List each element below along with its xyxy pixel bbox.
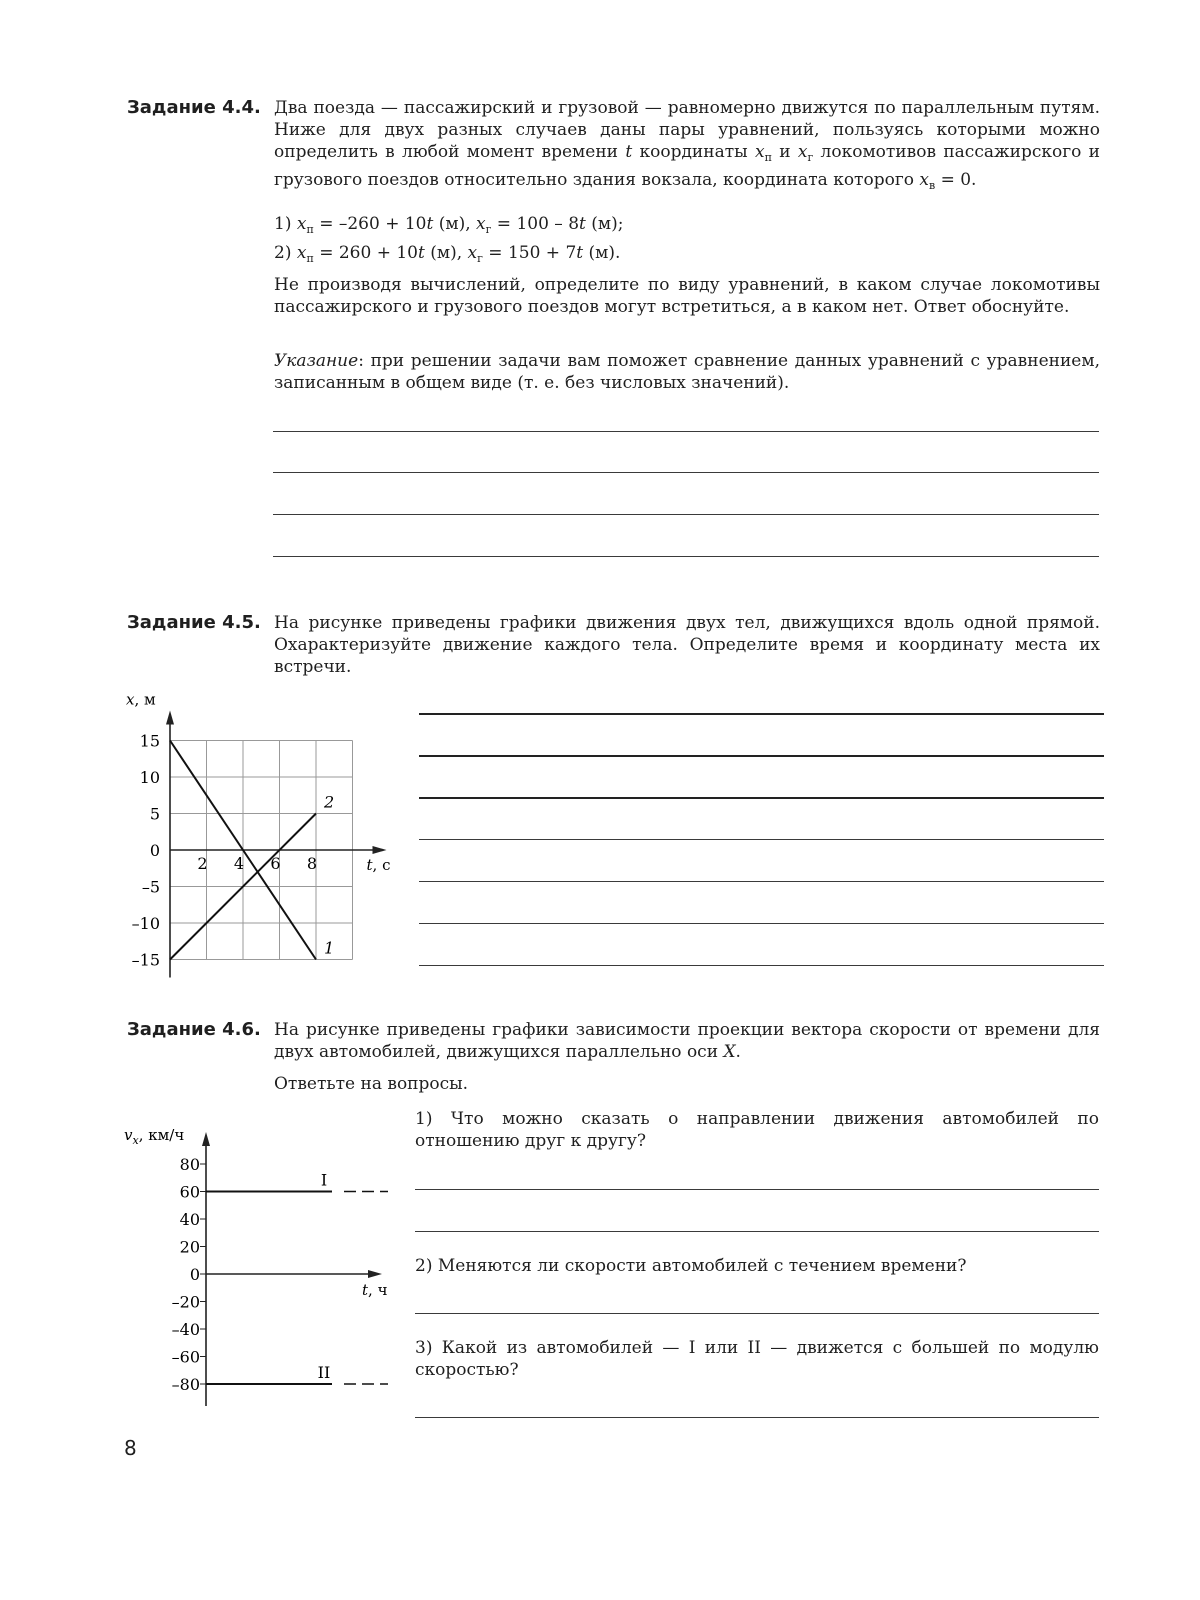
var-t: t <box>576 243 584 263</box>
y-tick-label: 40 <box>179 1210 200 1229</box>
chart-position-vs-time <box>110 685 410 985</box>
y-tick-label: –40 <box>171 1320 200 1339</box>
eq-num: 2) <box>274 243 297 263</box>
var-x: x <box>754 142 765 162</box>
sub-p: п <box>764 151 772 164</box>
y-tick-label: 15 <box>139 731 160 751</box>
page-number: 8 <box>124 1436 137 1460</box>
task-4-4-intro <box>274 97 1100 197</box>
x-tick-label: 4 <box>233 854 245 873</box>
task-4-4-label: Задание 4.4. <box>127 97 261 118</box>
y-tick-label: 0 <box>149 841 160 860</box>
answer-line[interactable] <box>419 797 1104 799</box>
y-tick-label: 5 <box>149 804 160 824</box>
var-t: t <box>625 142 633 162</box>
sub-g: г <box>477 252 483 265</box>
sub-g: г <box>485 223 492 236</box>
y-tick-label: 0 <box>189 1265 200 1284</box>
task-4-5-text: На рисунке приведены графики движения двух тел, движущихся вдоль одной прямой. Охарактеризуйте движение каждого тела. Определите время и координату места их встречи. <box>274 613 1100 677</box>
eq-num: 1) <box>274 214 297 234</box>
y-tick-label: –60 <box>171 1347 200 1367</box>
x-tick-label: 2 <box>197 854 208 873</box>
x-axis-arrow <box>368 1270 382 1278</box>
answer-line[interactable] <box>415 1189 1099 1190</box>
var-t: t <box>579 214 586 234</box>
var-x: x <box>296 214 307 234</box>
var-x: x <box>296 243 307 263</box>
eq-part: = 260 + 10 <box>313 243 418 263</box>
task-4-4-question: Не производя вычислений, определите по виду уравнений, в каком случае локомотивы пассажирского и грузового поездов могут встретиться, а в каком нет. Ответ обоснуйте. <box>274 275 1100 317</box>
var-x: x <box>919 170 929 190</box>
eq-part: (м). <box>583 243 621 263</box>
intro-part: локомотивов пассажирского и грузового поездов относительно здания вокзала, координата которого <box>274 142 1100 190</box>
task-4-5-label: Задание 4.5. <box>127 612 261 633</box>
sub-p: п <box>306 252 314 265</box>
var-t: t <box>426 214 434 234</box>
answer-line[interactable] <box>419 839 1104 840</box>
x-tick-label: 6 <box>270 854 281 873</box>
question-2: 2) Меняются ли скорости автомобилей с течением времени? <box>415 1256 967 1276</box>
answer-line[interactable] <box>419 881 1104 882</box>
answer-line[interactable] <box>273 431 1099 432</box>
intro-part: = 0. <box>935 170 977 190</box>
eq-part: = 100 – 8 <box>491 214 580 234</box>
chart-velocity-vs-time <box>110 1115 410 1415</box>
answer-line[interactable] <box>419 923 1104 924</box>
var-x: x <box>476 214 486 234</box>
answer-prompt: Ответьте на вопросы. <box>274 1074 469 1094</box>
y-axis-title: x, м <box>126 690 156 709</box>
equation-2 <box>274 242 1100 270</box>
eq-part: = 150 + 7 <box>482 243 577 263</box>
intro-part: координаты <box>632 142 755 162</box>
y-tick-label: 10 <box>139 768 160 787</box>
question-3: 3) Какой из автомобилей — I или II — движется с большей по модулю скоростью? <box>415 1338 1099 1380</box>
eq-part: (м), <box>424 243 468 263</box>
answer-line[interactable] <box>273 556 1099 557</box>
series-label-2: 2 <box>324 792 335 812</box>
answer-line[interactable] <box>273 514 1099 515</box>
y-tick-label: –5 <box>141 877 160 897</box>
hint-label: Указание <box>274 351 359 371</box>
intro-and: и <box>771 142 798 162</box>
y-tick-label: –10 <box>131 914 160 933</box>
task-4-4-hint <box>274 350 1100 394</box>
eq-part: (м); <box>585 214 624 234</box>
y-tick-label: –20 <box>171 1292 200 1312</box>
var-x: x <box>467 243 478 263</box>
y-axis-title: $v_x$, км/ч <box>124 1126 185 1147</box>
sub-p: п <box>306 223 314 236</box>
answer-line[interactable] <box>419 755 1104 757</box>
answer-line[interactable] <box>415 1313 1099 1314</box>
equation-1 <box>274 213 1100 241</box>
eq-part: = –260 + 10 <box>313 214 427 234</box>
question-1: 1) Что можно сказать о направлении движения автомобилей по отношению друг к другу? <box>415 1109 1099 1151</box>
series-label-1: 1 <box>324 938 335 958</box>
answer-line[interactable] <box>415 1231 1099 1232</box>
hint-text: : при решении задачи вам поможет сравнение данных уравнений с уравнением, записанным в общем виде (т. е. без числовых значений). <box>274 351 1100 393</box>
var-x: x <box>797 142 808 162</box>
text-part: . <box>735 1042 741 1062</box>
answer-line[interactable] <box>419 713 1104 715</box>
y-tick-label: 80 <box>179 1155 200 1174</box>
intro-part: Два поезда — пассажирский и грузовой — равномерно движутся по параллельным путям. Ниже для двух разных случаев даны пары уравнений, пользуясь которыми можно определить в любой момент времени <box>274 98 1100 162</box>
y-tick-label: 20 <box>179 1237 200 1257</box>
text-part: На рисунке приведены графики зависимости проекции вектора скорости от времени для двух автомобилей, движущихся параллельно оси <box>274 1020 1100 1062</box>
y-axis-arrow <box>166 711 174 725</box>
sub-g: г <box>807 151 814 164</box>
axis-x-name: X <box>723 1042 736 1062</box>
x-axis-title: t, с <box>366 856 391 874</box>
task-4-6-label: Задание 4.6. <box>127 1019 261 1040</box>
eq-part: (м), <box>433 214 477 234</box>
series-label-I: I <box>320 1170 328 1190</box>
x-axis-arrow <box>373 846 387 854</box>
answer-line[interactable] <box>415 1417 1099 1418</box>
sub-v: в <box>928 179 936 192</box>
x-tick-label: 8 <box>306 854 318 873</box>
y-tick-label: –80 <box>171 1375 200 1394</box>
x-axis-title: t, ч <box>362 1281 388 1299</box>
var-t: t <box>417 243 425 263</box>
y-tick-label: –15 <box>131 950 160 970</box>
task-4-6-text <box>274 1019 1100 1063</box>
answer-line[interactable] <box>273 472 1099 473</box>
y-tick-label: 60 <box>179 1182 200 1202</box>
series-label-II: II <box>317 1363 331 1382</box>
answer-line[interactable] <box>419 965 1104 966</box>
y-axis-arrow <box>202 1132 210 1146</box>
